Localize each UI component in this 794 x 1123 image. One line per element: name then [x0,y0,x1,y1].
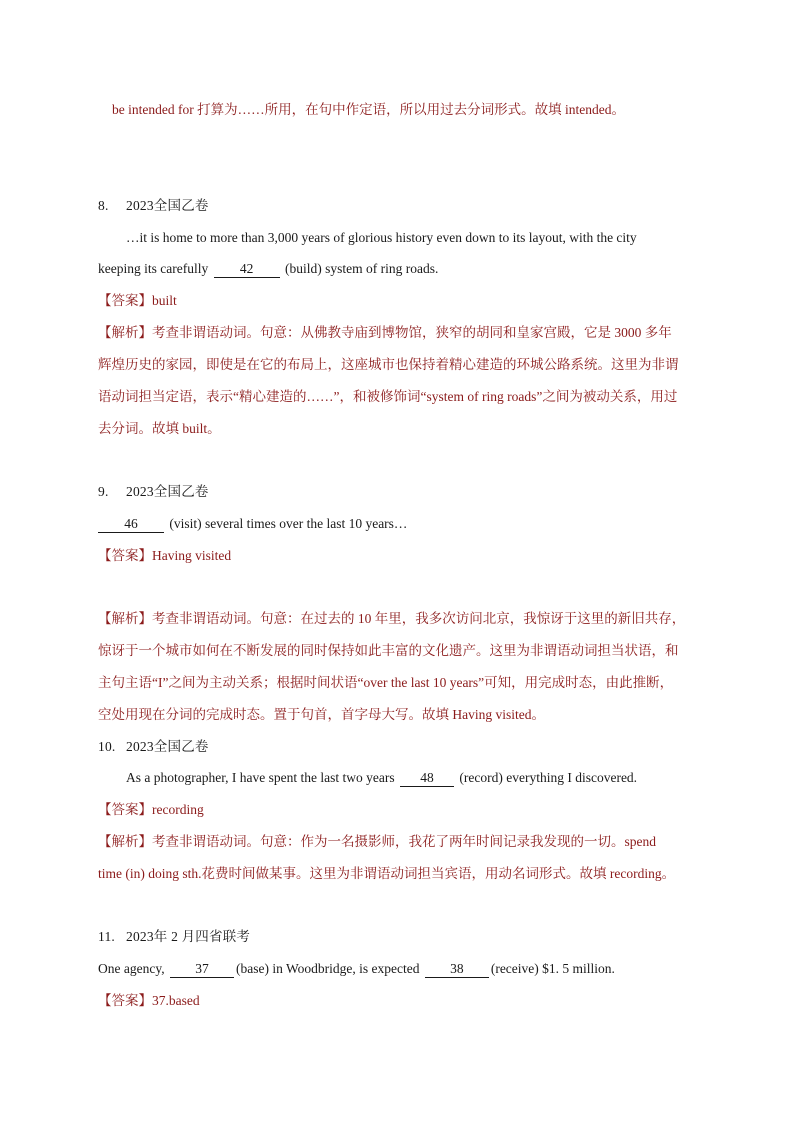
q10-text-part1: As a photographer, I have spent the last two years [126,770,399,785]
q9-analysis-line1 [98,609,698,629]
q9-text: (visit) several times over the last 10 years… [166,516,408,531]
analysis-label: 【解析】 [98,834,152,849]
q8-analysis-line1 [98,323,698,343]
analysis-label: 【解析】 [98,611,152,626]
q11-header [98,927,698,947]
q8-blank: 42 [214,261,280,278]
q9-text-line [98,514,698,534]
q10-source: 2023全国乙卷 [126,739,209,754]
q8-analysis-line3: 语动词担当定语，表示“精心建造的……”，和被修饰词“system of ring roads”之间为被动关系，用过 [98,389,678,404]
q9-blank: 46 [98,516,164,533]
q11-blank-2: 38 [425,961,489,978]
intro-analysis-line: be intended for 打算为……所用，在句中作定语，所以用过去分词形式。故填 intended。 [112,102,625,117]
q11-number: 11. [98,929,115,944]
answer-label: 【答案】 [98,293,152,308]
q8-analysis-line4: 去分词。故填 built。 [98,421,221,436]
q10-text-line [126,768,726,788]
q9-analysis-text1: 考查非谓语动词。句意：在过去的 10 年里，我多次访问北京，我惊讶于这里的新旧共存， [152,611,686,626]
q10-analysis-line2: time (in) doing sth.花费时间做某事。这里为非谓语动词担当宾语，用动名词形式。故填 recording。 [98,866,676,881]
q11-text-part2: (base) in Woodbridge, is expected [235,961,423,976]
q11-text-part3: (receive) $1. 5 million. [490,961,615,976]
q8-text-part1: keeping its carefully [98,261,212,276]
q9-answer [98,546,698,566]
q8-analysis-text1: 考查非谓语动词。句意：从佛教寺庙到博物馆，狭窄的胡同和皇家宫殿，它是 3000 多年 [152,325,672,340]
q8-answer-value: built [152,293,177,308]
q9-header [98,482,698,502]
q10-blank: 48 [400,770,454,787]
q9-analysis-line3: 主句主语“I”之间为主动关系；根据时间状语“over the last 10 years”可知，用完成时态，由此推断， [98,675,674,690]
q11-source: 2023年 2 月四省联考 [126,929,251,944]
answer-label: 【答案】 [98,993,152,1008]
q10-text-part2: (record) everything I discovered. [456,770,638,785]
q9-answer-value: Having visited [152,548,232,563]
q11-text-line [98,959,698,979]
q10-answer-value: recording [152,802,204,817]
q8-source: 2023全国乙卷 [126,198,209,213]
answer-label: 【答案】 [98,548,152,563]
q11-answer-value: 37.based [152,993,200,1008]
q8-number: 8. [98,198,109,213]
q8-analysis-line2: 辉煌历史的家园，即使是在它的布局上，这座城市也保持着精心建造的环城公路系统。这里为非谓 [98,357,679,372]
q9-number: 9. [98,484,109,499]
q10-header [98,737,698,757]
q8-header [98,196,698,216]
q11-blank-1: 37 [170,961,234,978]
answer-label: 【答案】 [98,802,152,817]
q10-analysis-text1: 考查非谓语动词。句意：作为一名摄影师，我花了两年时间记录我发现的一切。spend [152,834,656,849]
q10-answer [98,800,698,820]
q8-text-line2 [98,259,698,279]
q9-analysis-line2: 惊讶于一个城市如何在不断发展的同时保持如此丰富的文化遗产。这里为非谓语动词担当状语，和 [98,643,679,658]
q10-number: 10. [98,739,116,754]
q8-answer [98,291,698,311]
q8-text-part2: (build) system of ring roads. [281,261,439,276]
q9-source: 2023全国乙卷 [126,484,209,499]
analysis-label: 【解析】 [98,325,152,340]
q8-text-line1: …it is home to more than 3,000 years of glorious history even down to its layout, with the city [126,230,637,245]
q10-analysis-line1 [98,832,698,852]
q11-text-part1: One agency, [98,961,168,976]
q9-analysis-line4: 空处用现在分词的完成时态。置于句首，首字母大写。故填 Having visited。 [98,707,545,722]
q11-answer [98,991,698,1011]
